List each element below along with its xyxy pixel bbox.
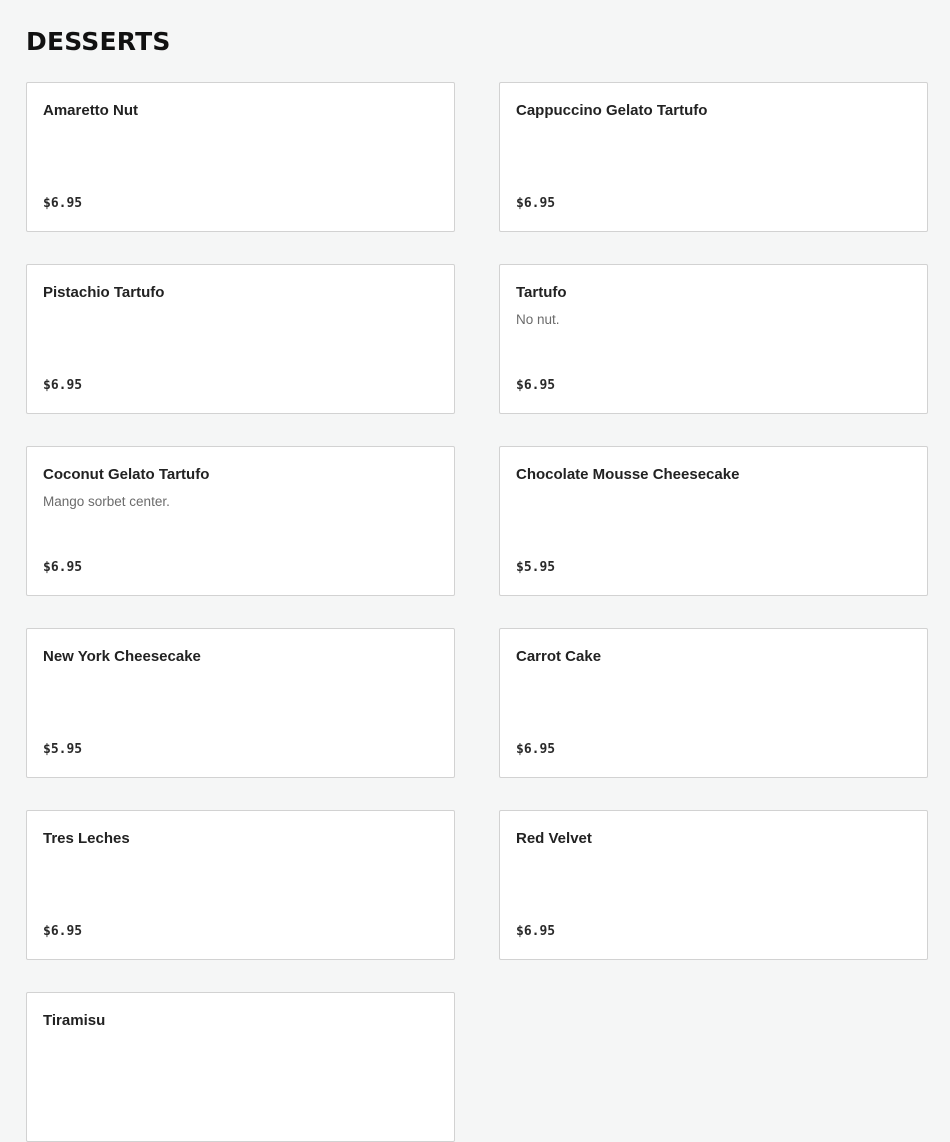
item-name: Tres Leches <box>43 830 130 847</box>
menu-item-new-york-cheesecake[interactable] <box>26 628 455 778</box>
menu-item-coconut-gelato-tartufo[interactable] <box>26 446 455 596</box>
menu-items-grid <box>26 82 928 1142</box>
item-name: Carrot Cake <box>516 648 602 665</box>
item-name: Pistachio Tartufo <box>43 284 165 301</box>
item-price: $6.95 <box>516 924 556 939</box>
menu-item-tartufo[interactable] <box>499 264 928 414</box>
section-title: DESSERTS <box>26 27 171 56</box>
item-name: Coconut Gelato Tartufo <box>43 466 210 483</box>
menu-item-chocolate-mousse-cheesecake[interactable] <box>499 446 928 596</box>
item-name: Tartufo <box>516 284 567 301</box>
item-price: $6.95 <box>43 196 83 211</box>
item-price: $6.95 <box>516 196 556 211</box>
item-name: Tiramisu <box>43 1012 106 1029</box>
menu-item-amaretto-nut[interactable] <box>26 82 455 232</box>
item-price: $6.95 <box>43 560 83 575</box>
item-price: $6.95 <box>516 378 556 393</box>
item-price: $5.95 <box>516 560 556 575</box>
item-price: $6.95 <box>43 924 83 939</box>
menu-item-tres-leches[interactable] <box>26 810 455 960</box>
item-name: Amaretto Nut <box>43 102 139 119</box>
item-description: No nut. <box>516 312 560 327</box>
menu-item-carrot-cake[interactable] <box>499 628 928 778</box>
menu-item-pistachio-tartufo[interactable] <box>26 264 455 414</box>
menu-item-cappuccino-gelato-tartufo[interactable] <box>499 82 928 232</box>
item-price: $6.95 <box>516 742 556 757</box>
item-description: Mango sorbet center. <box>43 494 170 509</box>
item-name: Chocolate Mousse Cheesecake <box>516 466 740 483</box>
item-price: $6.95 <box>43 378 83 393</box>
item-name: Cappuccino Gelato Tartufo <box>516 102 708 119</box>
item-price: $5.95 <box>43 742 83 757</box>
item-name: Red Velvet <box>516 830 592 847</box>
item-name: New York Cheesecake <box>43 648 201 665</box>
menu-item-tiramisu[interactable] <box>26 992 455 1142</box>
menu-item-red-velvet[interactable] <box>499 810 928 960</box>
